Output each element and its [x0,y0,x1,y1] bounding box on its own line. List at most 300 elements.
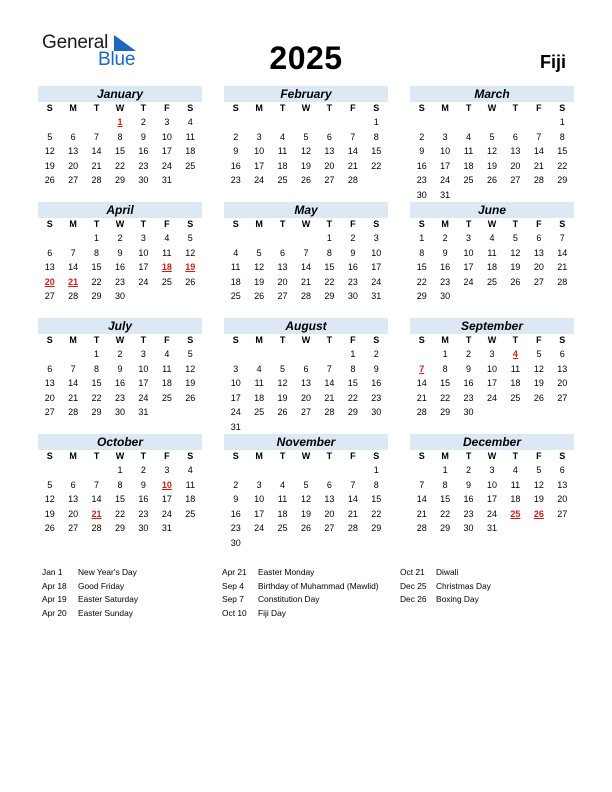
weekday-label: T [140,103,147,113]
holiday-date: Oct 21 [400,567,425,577]
day-cell: 10 [486,479,497,490]
day-cell: 1 [94,349,100,359]
holiday-name: New Year's Day [78,567,137,577]
month-grid [224,102,388,188]
weekday-label: T [512,219,519,229]
holiday-date: Apr 19 [42,594,67,604]
day-cell: 23 [138,160,149,171]
day-cell: 26 [300,523,311,533]
holiday-name: Easter Monday [258,567,315,577]
day-cell: 11 [185,131,195,142]
empty-day-cell [61,231,84,246]
holiday-date: Apr 20 [42,607,67,618]
day-cell: 3 [489,465,495,475]
day-cell: 28 [416,407,427,417]
day-cell: 15 [324,262,335,272]
holiday-day-cell: 10 [161,479,172,490]
day-cell: 4 [466,131,472,142]
holiday-name: Birthday of Muhammad (Mawlid) [258,580,379,591]
day-cell: 26 [533,392,544,403]
weekday-label: T [140,451,147,461]
day-cell: 13 [277,262,288,272]
day-cell: 18 [463,160,474,171]
day-cell: 23 [416,175,427,185]
day-cell: 4 [280,131,286,142]
holiday-day-cell: 26 [533,508,544,519]
day-cell: 23 [440,276,451,287]
day-cell: 18 [277,508,288,519]
day-cell: 29 [347,407,358,417]
empty-day-cell [410,115,433,130]
day-cell: 10 [138,363,149,374]
day-cell: 24 [254,175,265,185]
day-cell: 22 [416,276,427,287]
day-cell: 7 [70,363,76,374]
day-cell: 27 [300,407,311,417]
day-cell: 8 [94,247,100,258]
day-cell: 19 [533,378,544,388]
month-grid [410,102,574,202]
day-cell: 1 [326,233,332,243]
day-cell: 19 [510,262,521,272]
month-grid [224,218,388,304]
weekday-label: F [350,219,356,229]
day-cell: 30 [371,407,382,417]
day-cell: 22 [91,392,102,403]
day-cell: 12 [44,494,55,504]
weekday-label: S [559,219,566,229]
weekday-label: F [536,451,542,461]
weekday-label: S [418,219,425,229]
month-title: February [224,86,388,102]
holiday-entry [222,580,379,594]
day-cell: 28 [533,175,544,185]
day-cell: 1 [373,465,379,475]
weekday-label: W [487,103,497,113]
day-cell: 20 [68,160,79,171]
holiday-date: Jan 1 [42,567,63,577]
weekday-label: S [232,451,239,461]
day-cell: 6 [326,479,332,490]
day-cell: 29 [114,175,125,185]
day-cell: 31 [371,291,382,301]
empty-day-cell [294,463,317,478]
day-cell: 6 [326,131,332,142]
day-cell: 15 [371,146,382,156]
day-cell: 14 [68,378,79,388]
day-cell: 14 [347,494,358,504]
holiday-day-cell: 19 [185,262,196,272]
day-cell: 18 [230,276,241,287]
day-cell: 21 [91,160,102,171]
holiday-entry [222,593,379,607]
day-cell: 4 [164,349,170,359]
day-cell: 13 [300,378,311,388]
day-cell: 6 [512,131,518,142]
day-cell: 8 [326,247,332,258]
month-april [38,202,202,304]
holiday-date: Apr 21 [222,567,247,577]
day-cell: 9 [350,247,356,258]
holiday-name: Easter Saturday [78,594,139,604]
day-cell: 10 [486,363,497,374]
day-cell: 1 [350,349,356,359]
day-cell: 27 [68,175,79,185]
day-cell: 7 [350,131,356,142]
weekday-label: T [465,451,472,461]
day-cell: 29 [557,175,568,185]
day-cell: 17 [138,378,149,388]
day-cell: 19 [300,160,311,171]
empty-day-cell [271,115,294,130]
day-cell: 10 [254,146,265,156]
empty-day-cell [318,347,341,362]
holiday-column [42,566,138,620]
empty-day-cell [341,115,364,130]
weekday-label: W [301,451,311,461]
weekday-label: T [326,451,333,461]
day-cell: 28 [416,523,427,533]
holiday-date: Sep 7 [222,594,244,604]
day-cell: 27 [44,291,55,301]
empty-day-cell [224,347,247,362]
weekday-label: W [487,335,497,345]
day-cell: 8 [117,131,123,142]
day-cell: 7 [94,479,100,490]
weekday-label: S [46,103,53,113]
day-cell: 2 [140,465,146,475]
day-cell: 15 [114,146,125,156]
day-cell: 23 [463,508,474,519]
day-cell: 26 [44,175,55,185]
empty-day-cell [38,347,61,362]
day-cell: 6 [47,363,53,374]
holiday-entry [400,566,491,580]
day-cell: 30 [347,291,358,301]
day-cell: 7 [70,247,76,258]
day-cell: 13 [68,146,79,156]
weekday-label: M [441,335,449,345]
day-cell: 8 [559,131,565,142]
day-cell: 26 [185,276,196,287]
day-cell: 5 [47,479,53,490]
day-cell: 9 [140,131,146,142]
day-cell: 20 [557,494,568,504]
day-cell: 7 [559,233,565,243]
day-cell: 26 [510,276,521,287]
day-cell: 11 [463,146,474,156]
day-cell: 28 [300,291,311,301]
day-cell: 1 [442,465,448,475]
day-cell: 24 [254,523,265,533]
holiday-date: Dec 25 [400,580,427,591]
holiday-day-cell: 7 [419,363,425,374]
day-cell: 15 [440,378,451,388]
day-cell: 25 [185,160,196,171]
day-cell: 22 [91,276,102,287]
weekday-label: F [164,335,170,345]
holiday-entry [42,607,138,621]
day-cell: 27 [510,175,521,185]
weekday-label: W [487,219,497,229]
day-cell: 15 [91,378,102,388]
holiday-entry [222,607,379,621]
day-cell: 9 [117,363,123,374]
day-cell: 31 [486,523,497,533]
empty-day-cell [410,463,433,478]
day-cell: 19 [486,160,497,171]
weekday-label: S [187,335,194,345]
empty-day-cell [85,463,108,478]
month-grid [410,334,574,420]
day-cell: 24 [486,392,497,403]
day-cell: 21 [416,508,427,519]
day-cell: 12 [185,247,196,258]
day-cell: 28 [324,407,335,417]
day-cell: 6 [536,233,542,243]
country-name: Fiji [540,52,566,72]
day-cell: 3 [140,349,146,359]
holiday-entry [222,566,379,580]
day-cell: 11 [162,363,172,374]
month-title: June [410,202,574,218]
empty-day-cell [247,463,270,478]
day-cell: 1 [373,117,379,127]
weekday-label: S [46,451,53,461]
day-cell: 13 [557,363,568,374]
weekday-label: S [373,335,380,345]
weekday-label: T [93,103,100,113]
day-cell: 24 [486,508,497,519]
day-cell: 8 [94,363,100,374]
day-cell: 10 [138,247,149,258]
day-cell: 9 [466,479,472,490]
holiday-name: Boxing Day [436,594,479,604]
day-cell: 22 [114,508,125,519]
day-cell: 7 [536,131,542,142]
holiday-date: Sep 4 [222,580,244,591]
holiday-name: Good Friday [78,580,125,591]
month-title: May [224,202,388,218]
day-cell: 10 [254,494,265,504]
day-cell: 25 [185,508,196,519]
weekday-label: M [69,335,77,345]
day-cell: 14 [416,494,427,504]
holiday-name: Easter Sunday [78,607,133,618]
weekday-label: S [373,103,380,113]
day-cell: 14 [324,378,335,388]
weekday-label: M [255,103,263,113]
weekday-label: S [232,219,239,229]
day-cell: 2 [350,233,356,243]
day-cell: 11 [277,494,288,504]
day-cell: 21 [416,392,427,403]
day-cell: 17 [371,262,382,272]
empty-day-cell [61,115,84,130]
day-cell: 9 [442,247,448,258]
day-cell: 15 [440,494,451,504]
day-cell: 19 [300,508,311,519]
day-cell: 17 [486,378,497,388]
weekday-label: S [46,219,53,229]
weekday-label: S [232,335,239,345]
day-cell: 2 [419,131,425,142]
day-cell: 3 [233,363,239,374]
day-cell: 7 [419,479,425,490]
day-cell: 20 [533,262,544,272]
weekday-label: W [301,219,311,229]
day-cell: 7 [303,247,309,258]
day-cell: 30 [463,523,474,533]
day-cell: 6 [280,247,286,258]
day-cell: 19 [254,276,265,287]
day-cell: 13 [324,494,335,504]
day-cell: 28 [91,523,102,533]
holiday-date: Apr 18 [42,580,67,591]
day-cell: 18 [510,378,521,388]
day-cell: 22 [440,392,451,403]
weekday-label: F [536,335,542,345]
weekday-label: M [441,451,449,461]
month-title: August [224,318,388,334]
month-grid [38,450,202,536]
day-cell: 20 [44,392,55,403]
day-cell: 8 [442,363,448,374]
weekday-label: T [512,335,519,345]
month-june [410,202,574,304]
empty-day-cell [433,115,456,130]
weekday-label: M [255,219,263,229]
empty-day-cell [247,115,270,130]
day-cell: 24 [138,392,149,403]
weekday-label: M [69,103,77,113]
day-cell: 17 [486,494,497,504]
day-cell: 26 [185,392,196,403]
day-cell: 31 [230,421,241,432]
day-cell: 16 [230,160,241,171]
weekday-label: T [93,219,100,229]
empty-day-cell [85,115,108,130]
weekday-label: T [326,103,333,113]
day-cell: 25 [161,392,172,403]
day-cell: 27 [68,523,79,533]
day-cell: 1 [559,117,565,127]
day-cell: 4 [187,465,193,475]
day-cell: 30 [463,407,474,417]
day-cell: 29 [371,523,382,533]
holiday-column [222,566,379,620]
day-cell: 9 [466,363,472,374]
day-cell: 17 [161,494,172,504]
day-cell: 24 [161,160,172,171]
day-cell: 22 [324,276,335,287]
day-cell: 24 [161,508,172,519]
day-cell: 21 [68,392,79,403]
day-cell: 4 [187,117,193,127]
day-cell: 19 [44,160,55,171]
month-grid [410,218,574,304]
day-cell: 19 [277,392,288,403]
day-cell: 28 [91,175,102,185]
day-cell: 5 [280,363,286,374]
empty-day-cell [224,231,247,246]
day-cell: 9 [233,494,239,504]
day-cell: 2 [117,233,123,243]
day-cell: 30 [230,537,241,548]
day-cell: 17 [254,508,265,519]
day-cell: 21 [533,160,544,171]
day-cell: 23 [230,523,241,533]
weekday-label: M [255,451,263,461]
day-cell: 20 [277,276,288,287]
day-cell: 1 [442,349,448,359]
empty-day-cell [224,463,247,478]
month-grid [224,450,388,550]
day-cell: 14 [347,146,358,156]
month-title: January [38,86,202,102]
day-cell: 20 [300,392,311,403]
day-cell: 28 [347,523,358,533]
weekday-label: S [46,335,53,345]
empty-day-cell [224,115,247,130]
day-cell: 12 [510,247,521,258]
empty-day-cell [247,347,270,362]
weekday-label: S [187,451,194,461]
month-grid [224,334,388,434]
empty-day-cell [271,463,294,478]
day-cell: 20 [68,508,79,519]
weekday-label: W [301,335,311,345]
day-cell: 11 [254,378,264,388]
weekday-label: S [559,103,566,113]
empty-day-cell [504,115,527,130]
empty-day-cell [294,115,317,130]
day-cell: 25 [161,276,172,287]
day-cell: 13 [510,146,521,156]
day-cell: 25 [486,276,497,287]
weekday-label: F [164,451,170,461]
day-cell: 24 [230,407,241,417]
weekday-label: S [418,103,425,113]
weekday-label: T [512,451,519,461]
day-cell: 28 [68,407,79,417]
day-cell: 14 [68,262,79,272]
weekday-label: W [115,219,125,229]
day-cell: 29 [91,291,102,301]
day-cell: 31 [440,189,451,200]
weekday-label: W [301,103,311,113]
day-cell: 27 [324,523,335,533]
day-cell: 22 [371,160,382,171]
month-title: April [38,202,202,218]
day-cell: 13 [44,378,55,388]
month-july [38,318,202,420]
day-cell: 1 [419,233,425,243]
day-cell: 9 [419,146,425,156]
day-cell: 25 [277,175,288,185]
day-cell: 14 [91,494,102,504]
day-cell: 20 [324,508,335,519]
weekday-label: F [164,103,170,113]
weekday-label: T [140,335,147,345]
day-cell: 3 [442,131,448,142]
day-cell: 5 [47,131,53,142]
day-cell: 18 [185,494,196,504]
empty-day-cell [247,231,270,246]
day-cell: 9 [233,146,239,156]
day-cell: 10 [463,247,474,258]
weekday-label: T [279,103,286,113]
